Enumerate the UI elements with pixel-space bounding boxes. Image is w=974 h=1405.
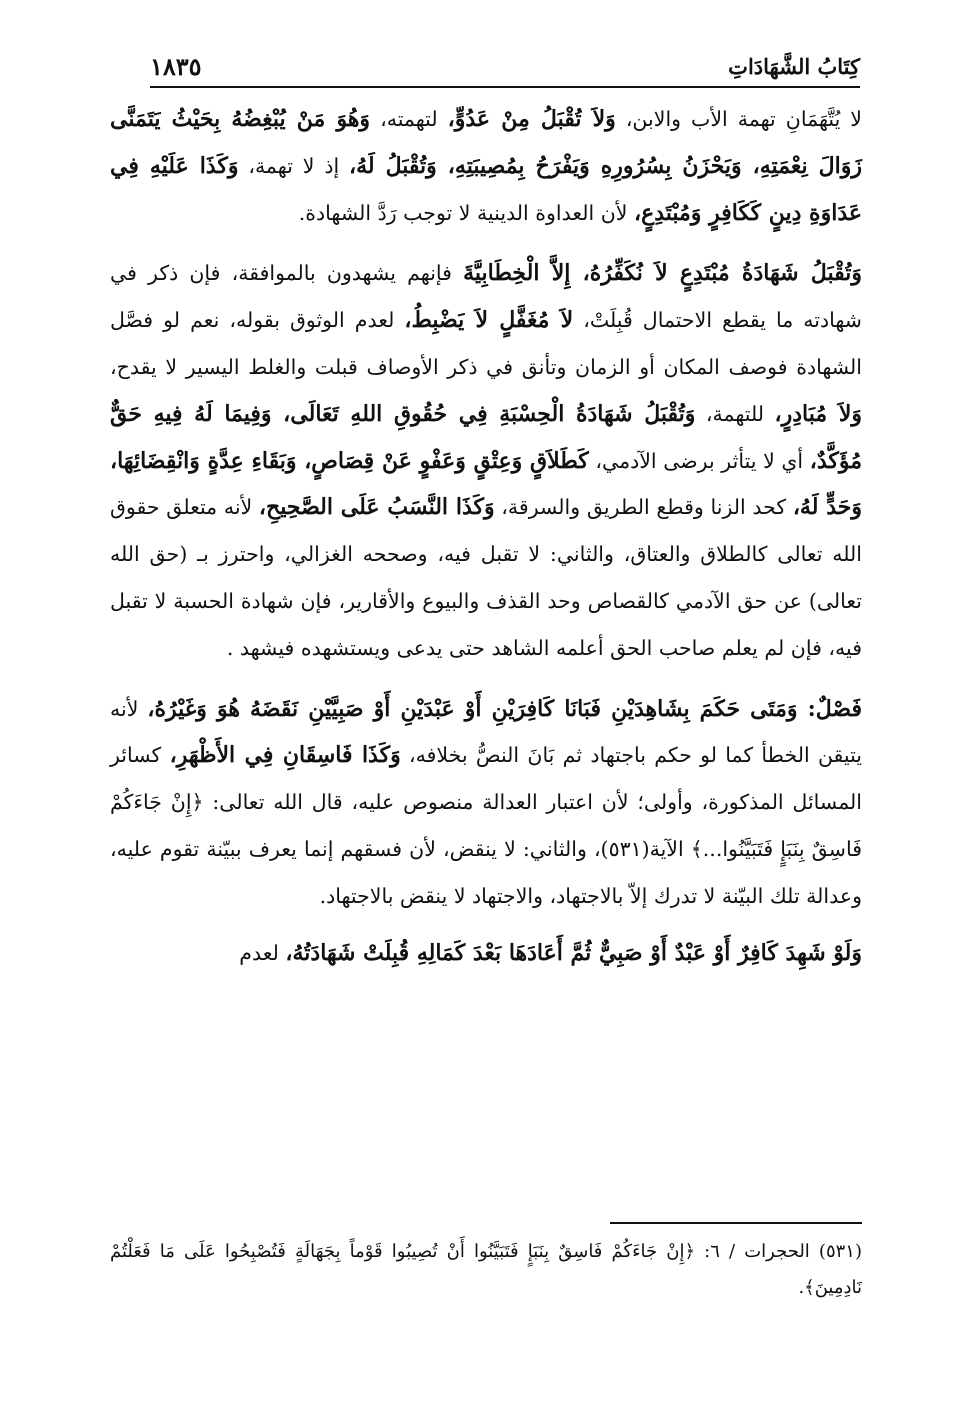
footnote: (٥٣١) الحجرات / ٦: ﴿إِنْ جَاءَكُمْ فَاسِقٌ بِنَبَإٍ فَتَبَيَّنُوا أَنْ تُصِيبُوا قَوْماً بِجَهَالَةٍ فَتُصْبِحُوا عَلَى مَا فَعَلْتُمْ نَادِمِينَ﴾. (110, 1241, 862, 1298)
commentary-text: لعدم (239, 940, 286, 965)
running-header (150, 52, 860, 88)
matn-text: وَهُوَ مَنْ يُبْغِضُهُ بِحَيْثُ يَتَمَنَّى زَوَالَ نِعْمَتِهِ، وَيَحْزَنُ بِسُرُورِهِ وَيَفْرَحُ بِمُصِيبَتِهِ، وَتُقْبَلُ لَهُ، (110, 106, 862, 179)
matn-text: فَصْلٌ: وَمَتَى حَكَمَ بِشَاهِدَيْنِ فَبَانَا كَافِرَيْنِ أَوْ عَبْدَيْنِ أَوْ صَبِيَّيْنِ نَقَضَهُ هُوَ وَغَيْرُهُ، (147, 695, 863, 722)
commentary-text: لأن العداوة الدينية لا توجب رَدَّ الشهادة. (298, 200, 634, 225)
matn-text: وَلاَ تُقْبَلُ مِنْ عَدُوٍّ، (447, 106, 616, 132)
matn-text: وَكَذَا النَّسَبُ عَلَى الصَّحِيحِ، (258, 494, 495, 521)
commentary-text: لعدم الوثوق بقوله، نعم لو فصَّل الشهادة فوصف المكان أو الزمان وتأنق في ذكر الأوصاف قبلت والغلط اليسير لا يقدح، (110, 308, 862, 379)
chapter-title: كِتَابُ الشَّهَادَاتِ (728, 54, 860, 79)
paragraph (110, 96, 862, 236)
matn-text: وَكَذَا فَاسِقَانِ فِي الأَظْهَرِ، (169, 742, 401, 769)
paragraph (110, 686, 862, 920)
matn-text: لاَ مُغَفَّلٍ لاَ يَضْبِطُ، (404, 307, 574, 334)
matn-text: وَلَوْ شَهِدَ كَافِرٌ أَوْ عَبْدٌ أَوْ صَبِيٌّ ثُمَّ أَعَادَهَا بَعْدَ كَمَالِهِ قُبِلَتْ شَهَادَتُهُ، (285, 939, 862, 966)
matn-text: وَتُقْبَلُ شَهَادَةُ الْحِسْبَةِ فِي حُقُوقِ اللهِ تَعَالَى، وَفِيمَا لَهُ فِيهِ حَقٌّ مُؤَكَّدٌ، (110, 400, 862, 474)
commentary-text: لأنه متعلق حقوق الله تعالى كالطلاق والعتاق، والثاني: لا تقبل فيه، وصححه الغزالي، واحترز بـ (حق الله تعالى) عن حق الآدمي كالقصاص وحد القذف والبيوع والأقارير، فإن شهادة الحسبة لا تقبل فيه، فإن لم يعلم صاحب الحق أعلمه الشاهد حتى يدعى ويستشهده فيشهد . (110, 495, 862, 660)
commentary-text: لتهمته، (370, 107, 448, 131)
commentary-text: أي لا يتأثر برضى الآدمي، (588, 448, 810, 473)
paragraph (110, 930, 862, 977)
footnote-divider (610, 1222, 862, 1224)
commentary-text: لا يُتَّهَمَانِ تهمة الأب والابن، (615, 107, 862, 131)
commentary-text: كسائر المسائل المذكورة، وأولى؛ لأن اعتبار العدالة منصوص عليه، قال الله تعالى: ﴿إِنْ جَاءَكُمْ فَاسِقٌ بِنَبَإٍ فَتَبَيَّنُوا...﴾ الآية(٥٣١)، والثاني: لا ينقض، لأن فسقهم إنما يعرف ببيّنة تقوم عليه، وعدالة تلك البيّنة لا تدرك إلاّ بالاجتهاد، والاجتهاد لا ينقض بالاجتهاد. (110, 743, 862, 908)
commentary-text: فإنهم يشهدون بالموافقة، فإن ذكر في شهادته ما يقطع الاحتمال قُبِلَتْ، (110, 261, 862, 333)
commentary-text: إذ لا تهمة، (238, 153, 350, 178)
paragraph (110, 250, 862, 671)
matn-text: وَلاَ مُبَادِرٍ، (774, 400, 862, 427)
matn-text: وَكَذَا عَلَيْهِ فِي عَدَاوَةِ دِينٍ كَكَافِرٍ وَمُبْتَدِعٍ، (110, 152, 862, 226)
matn-text: وَتُقْبَلُ شَهَادَةُ مُبْتَدِعٍ لاَ نُكَفِّرُهُ، إِلاَّ الْخِطَابِيَّةَ (463, 260, 862, 287)
commentary-text: للتهمة، (695, 401, 775, 426)
commentary-text: لأنه يتيقن الخطأ كما لو حكم باجتهاد ثم بَانَ النصُّ بخلافه، (110, 696, 863, 768)
main-text (110, 96, 862, 990)
commentary-text: كحد الزنا وقطع الطريق والسرقة، (494, 495, 793, 520)
page-number: ١٨٣٥ (150, 52, 202, 81)
matn-text: كَطَلاَقٍ وَعِتْقٍ وَعَفْوٍ عَنْ قِصَاصٍ، وَبَقَاءِ عِدَّةٍ وَانْقِضَائِهَا، وَحَدٍّ لَهُ، (110, 447, 863, 521)
